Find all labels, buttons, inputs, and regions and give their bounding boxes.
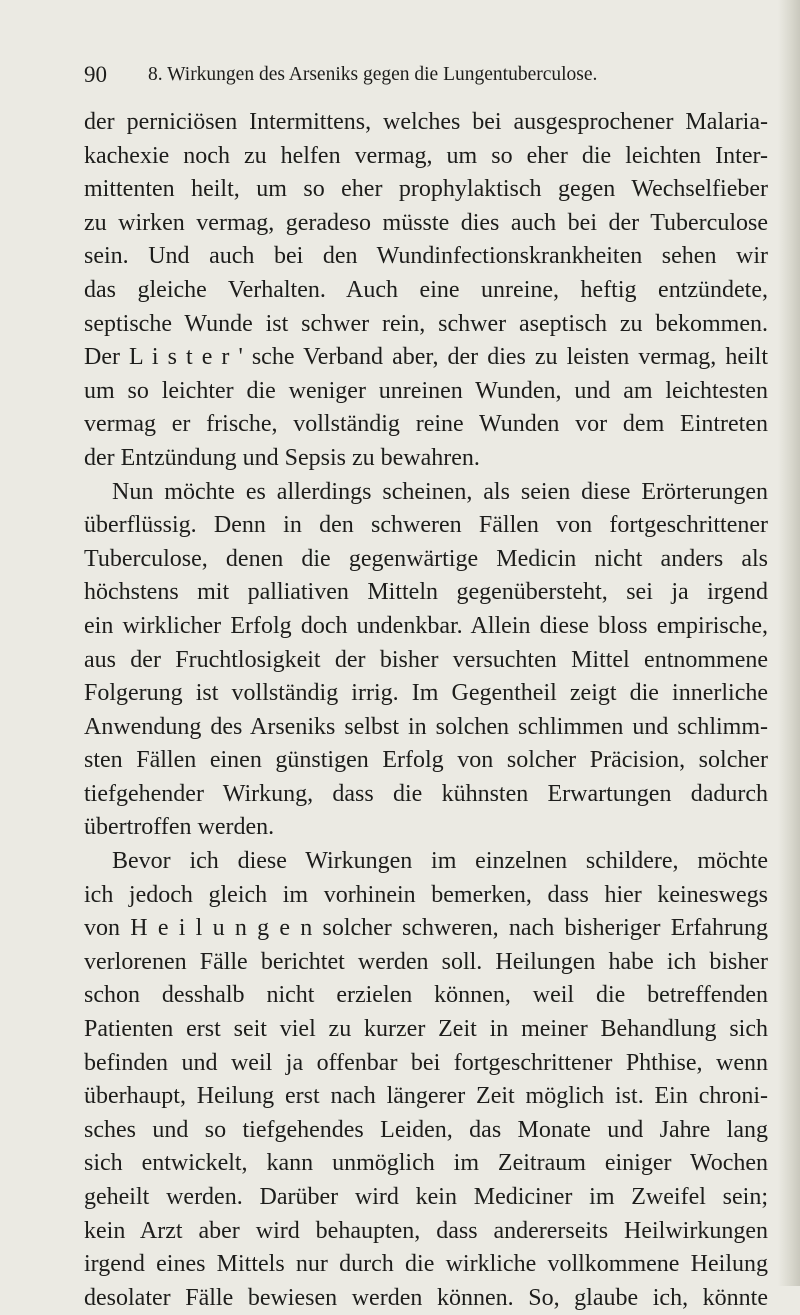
text-line: der perniciösen Intermittens, welches bei ausgesprochener Malaria- bbox=[84, 109, 768, 135]
page-edge-shadow bbox=[778, 0, 800, 1286]
text-line: Folgerung ist vollständig irrig. Im Gegentheil zeigt die innerliche bbox=[84, 680, 768, 707]
text-line: aus der Fruchtlosigkeit der bisher versuchten Mittel entnommene bbox=[84, 646, 768, 673]
text-line: irgend eines Mittels nur durch die wirkliche vollkommene Heilung bbox=[84, 1251, 768, 1278]
text-line: der Entzündung und Sepsis zu bewahren. bbox=[84, 444, 480, 471]
text-line: ich jedoch gleich im vorhinein bemerken, dass hier keineswegs bbox=[84, 881, 768, 908]
text-line: desolater Fälle bewiesen werden können. So, glaube ich, könnte bbox=[84, 1284, 768, 1311]
text-line: befinden und weil ja offenbar bei fortgeschrittener Phthise, wenn bbox=[84, 1049, 768, 1076]
text-line: verlorenen Fälle berichtet werden soll. Heilungen habe ich bisher bbox=[84, 948, 768, 975]
text-line: sein. Und auch bei den Wundinfectionskrankheiten sehen wir bbox=[84, 243, 768, 270]
body-text bbox=[84, 106, 768, 1315]
text-line: vermag er frische, vollständig reine Wunden vor dem Eintreten bbox=[84, 411, 768, 438]
text-line: das gleiche Verhalten. Auch eine unreine, heftig entzündete, bbox=[84, 276, 768, 303]
text-line: Nun möchte es allerdings scheinen, als seien diese Erörterungen bbox=[112, 478, 768, 505]
page-header bbox=[84, 60, 764, 90]
text-line: sches und so tiefgehendes Leiden, das Monate und Jahre lang bbox=[84, 1116, 768, 1143]
text-line: sten Fällen einen günstigen Erfolg von solcher Präcision, solcher bbox=[84, 747, 768, 774]
text-line: kachexie noch zu helfen vermag, um so eher die leichten Inter- bbox=[84, 142, 768, 169]
text-line: sich entwickelt, kann unmöglich im Zeitraum einiger Wochen bbox=[84, 1150, 768, 1177]
text-line: schon desshalb nicht erzielen können, weil die betreffenden bbox=[84, 982, 768, 1009]
text-line: überhaupt, Heilung erst nach längerer Zeit möglich ist. Ein chroni- bbox=[84, 1083, 768, 1110]
text-line: um so leichter die weniger unreinen Wunden, und am leichtesten bbox=[84, 377, 768, 404]
text-line: Patienten erst seit viel zu kurzer Zeit in meiner Behandlung sich bbox=[84, 1016, 768, 1043]
text-line: Tuberculose, denen die gegenwärtige Medicin nicht anders als bbox=[84, 545, 768, 572]
text-line: höchstens mit palliativen Mitteln gegenübersteht, sei ja irgend bbox=[84, 579, 768, 606]
text-line: kein Arzt aber wird behaupten, dass andererseits Heilwirkungen bbox=[84, 1217, 768, 1244]
text-line: überflüssig. Denn in den schweren Fällen von fortgeschrittener bbox=[84, 512, 768, 539]
text-line: tiefgehender Wirkung, dass die kühnsten Erwartungen dadurch bbox=[84, 780, 768, 807]
text-line: mittenten heilt, um so eher prophylaktisch gegen Wechselfieber bbox=[84, 176, 768, 203]
text-line: ein wirklicher Erfolg doch undenkbar. Allein diese bloss empirische, bbox=[84, 612, 768, 639]
text-line: geheilt werden. Darüber wird kein Mediciner im Zweifel sein; bbox=[84, 1184, 768, 1210]
text-line: Bevor ich diese Wirkungen im einzelnen schildere, möchte bbox=[112, 848, 768, 875]
text-line: übertroffen werden. bbox=[84, 814, 275, 841]
text-line: Anwendung des Arseniks selbst in solchen schlimmen und schlimm- bbox=[84, 713, 768, 740]
running-head: 8. Wirkungen des Arseniks gegen die Lungentuberculose. bbox=[148, 64, 598, 85]
text-line: von H e i l u n g e n solcher schweren, nach bisheriger Erfahrung bbox=[84, 915, 768, 942]
text-line: Der L i s t e r ' sche Verband aber, der dies zu leisten vermag, heilt bbox=[84, 344, 768, 371]
text-line: zu wirken vermag, geradeso müsste dies auch bei der Tuberculose bbox=[84, 209, 768, 236]
page-number: 90 bbox=[84, 62, 107, 87]
text-line: septische Wunde ist schwer rein, schwer aseptisch zu bekommen. bbox=[84, 310, 768, 337]
